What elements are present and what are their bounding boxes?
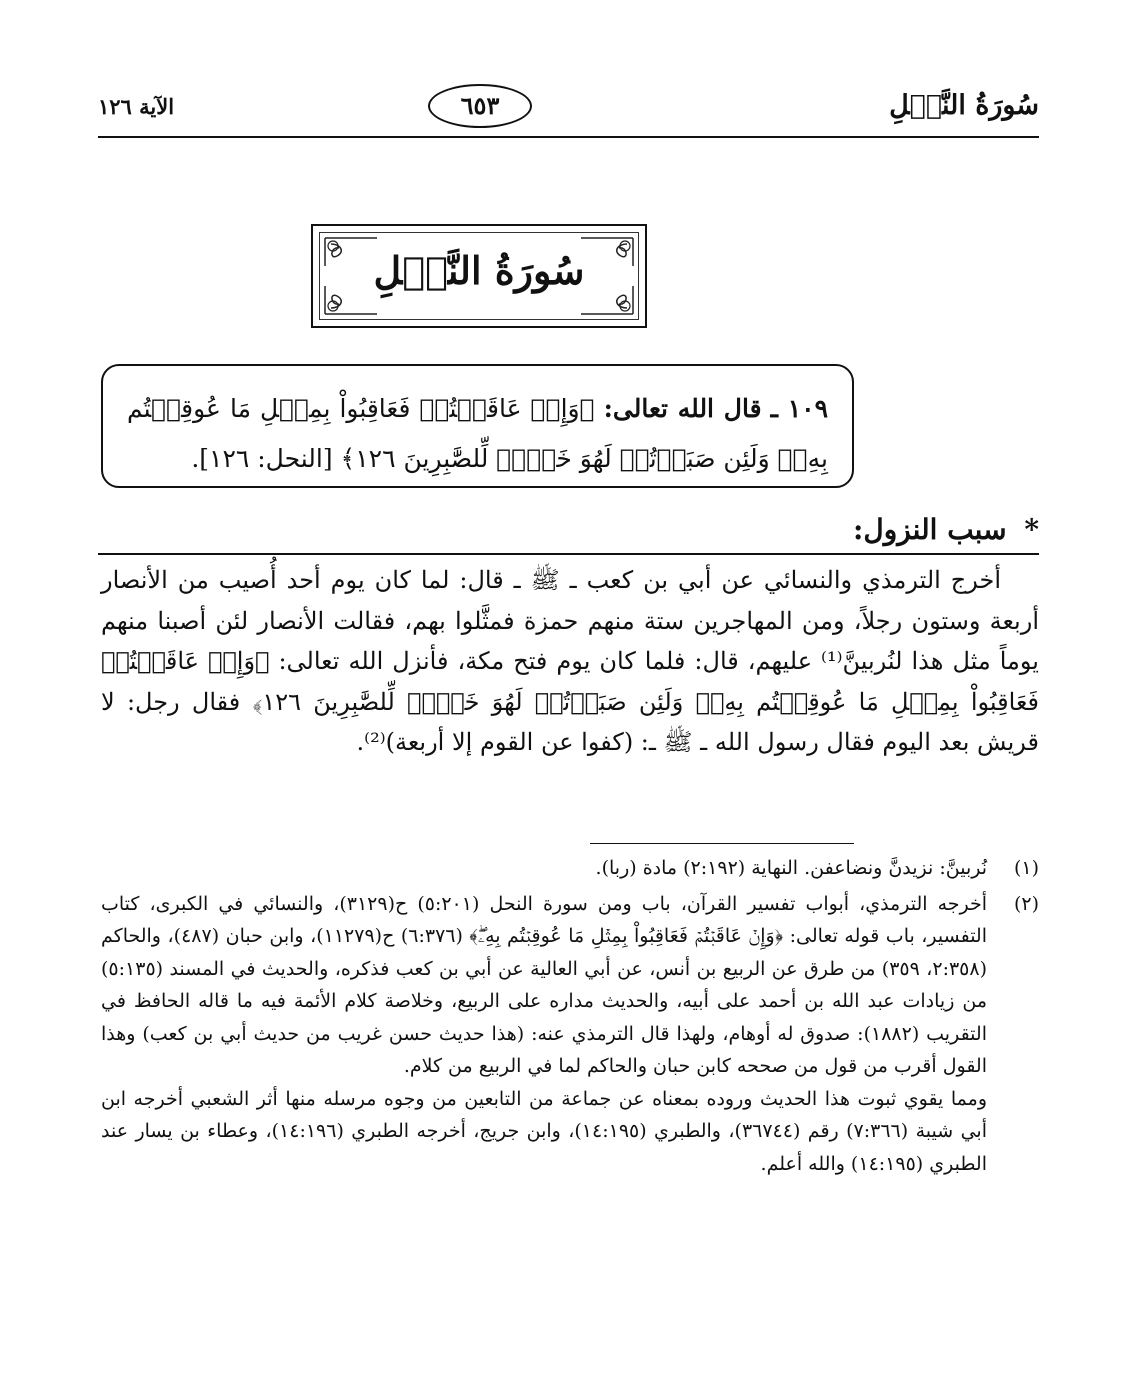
verse-box (101, 364, 854, 488)
footnote-2 (101, 888, 1039, 1181)
footnote-1 (101, 852, 1039, 885)
running-header (98, 84, 1039, 134)
page-number: ٦٥٣ (428, 84, 532, 128)
body-text (101, 560, 1039, 763)
verse-text: ﴿وَإِنۡ عَاقَبۡتُمۡ فَعَاقِبُواْ بِمِثۡلِ مَا عُوقِبۡتُم بِهِۦۖ وَلَئِن صَبَرۡتُمۡ لَهُوَ خَيۡرٞ لِّلصَّٰبِرِينَ ١٢٦﴾ [النحل: ١٢٦]. (127, 394, 828, 473)
header-surah-name: سُورَةُ النَّحۡلِ (889, 90, 1039, 121)
surah-title-frame (311, 224, 647, 328)
section-heading-text: سبب النزول: (853, 513, 1007, 546)
verse-intro: قال الله تعالى: (603, 394, 762, 423)
surah-title: سُورَةُ النَّحۡلِ (373, 248, 585, 293)
star-bullet-icon: * (1024, 513, 1039, 546)
footnote-paragraph: ومما يقوي ثبوت هذا الحديث وروده بمعناه عن جماعة من التابعين من وجوه مرسله منها أثر الشعبي أخرجه ابن أبي شيبة (٧:٣٦٦) رقم (٣٦٧٤٤)، والطبري (١٤:١٩٥)، وابن جريج، أخرجه الطبري (١٤:١٩٦)، وعطاء بن يسار عند الطبري (١٤:١٩٥) والله أعلم. (101, 1087, 987, 1175)
header-ayah-label: الآية ١٢٦ (98, 94, 175, 119)
body-paragraph: أخرج الترمذي والنسائي عن أبي بن كعب ـ ﷺ ـ قال: لما كان يوم أحد أُصيب من الأنصار أربعة وستون رجلاً، ومن المهاجرين ستة منهم حمزة فمثَّلوا بهم، فقالت الأنصار لئن أصبنا منهم يوماً مثل هذا لنُربينَّ⁽¹⁾ عليهم، قال: فلما كان يوم فتح مكة، فأنزل الله تعالى: ﴿وَإِنۡ عَاقَبۡتُمۡ فَعَاقِبُواْ بِمِثۡلِ مَا عُوقِبۡتُم بِهِۦۖ وَلَئِن صَبَرۡتُمۡ لَهُوَ خَيۡرٞ لِّلصَّٰبِرِينَ ١٢٦﴾ فقال رجل: لا قريش بعد اليوم فقال رسول الله ـ ﷺ ـ: (كفوا عن القوم إلا أربعة)⁽²⁾. (101, 566, 1039, 756)
section-underline (98, 553, 1039, 555)
verse-number: ١٠٩ ـ (770, 394, 829, 423)
footnotes (101, 852, 1039, 1183)
footnote-mark: (٢) (1013, 892, 1039, 915)
header-rule (98, 136, 1039, 138)
footnote-separator (590, 843, 854, 844)
section-heading (853, 513, 1039, 546)
footnote-paragraph: أخرجه الترمذي، أبواب تفسير القرآن، باب ومن سورة النحل (٥:٢٠١) ح(٣١٢٩)، والنسائي في الكبرى، كتاب التفسير، باب قوله تعالى: ﴿وَإِنۡ عَاقَبۡتُمۡ فَعَاقِبُواْ بِمِثۡلِ مَا عُوقِبۡتُم بِهِۦۖ﴾ (٦:٣٧٦) ح(١١٢٧٩)، وابن حبان (٤٨٧)، والحاكم (٢:٣٥٨، ٣٥٩) من طرق عن الربيع بن أنس، عن أبي العالية عن أبي بن كعب فذكره، والحديث في المسند (٥:١٣٥) من زيادات عبد الله بن أحمد على أبيه، والحديث مداره على الربيع، وخلاصة كلام الأئمة فيه ما قاله الحافظ في التقريب (١٨٨٢): صدوق له أوهام، ولهذا قال الترمذي عنه: (هذا حديث حسن غريب من حديث أبي بن كعب) وهذا القول أقرب من قول من صححه كابن حبان والحاكم لما في الربيع من كلام. (101, 892, 988, 1077)
footnote-paragraph: نُربينَّ: نزيدنَّ ونضاعفن. النهاية (٢:١٩٢) مادة (ربا). (595, 857, 987, 879)
footnote-mark: (١) (1013, 857, 1039, 879)
